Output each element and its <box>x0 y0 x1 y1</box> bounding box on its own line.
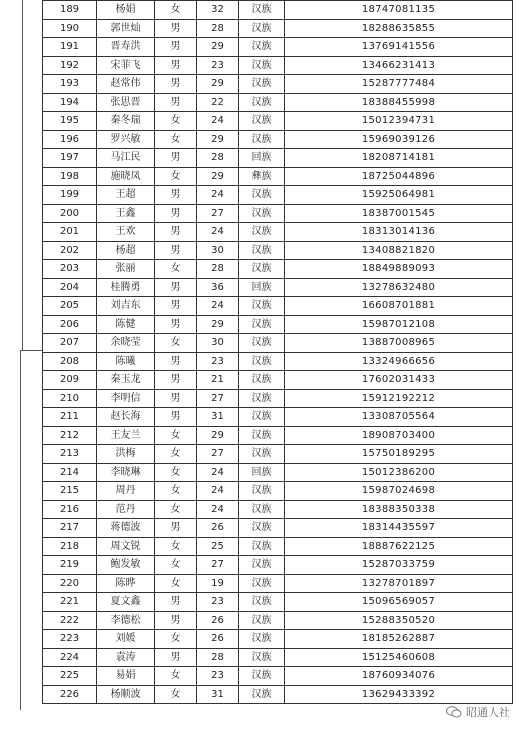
ethnicity-cell: 彝族 <box>239 167 285 186</box>
gender-cell: 男 <box>155 315 197 334</box>
table-row <box>43 667 513 686</box>
table-row <box>43 611 513 630</box>
name-cell: 王鑫 <box>97 204 155 223</box>
gender-cell: 男 <box>155 611 197 630</box>
row-number: 207 <box>43 334 97 353</box>
gender-cell: 男 <box>155 75 197 94</box>
phone-cell: 13466231413 <box>285 56 513 75</box>
row-number: 191 <box>43 38 97 57</box>
name-cell: 鲍发敏 <box>97 556 155 575</box>
name-cell: 郭世灿 <box>97 19 155 38</box>
age-cell: 30 <box>197 241 239 260</box>
age-cell: 23 <box>197 56 239 75</box>
gender-cell: 女 <box>155 500 197 519</box>
ethnicity-cell: 汉族 <box>239 482 285 501</box>
phone-cell: 16608701881 <box>285 297 513 316</box>
age-cell: 28 <box>197 149 239 168</box>
name-cell: 周文锐 <box>97 537 155 556</box>
row-number: 208 <box>43 352 97 371</box>
gender-cell: 女 <box>155 445 197 464</box>
gender-cell: 女 <box>155 574 197 593</box>
phone-cell: 18387001545 <box>285 204 513 223</box>
phone-cell: 15750189295 <box>285 445 513 464</box>
age-cell: 28 <box>197 260 239 279</box>
name-cell: 陈曦 <box>97 352 155 371</box>
name-cell: 施晓凤 <box>97 167 155 186</box>
age-cell: 36 <box>197 278 239 297</box>
age-cell: 24 <box>197 500 239 519</box>
name-cell: 范丹 <box>97 500 155 519</box>
name-cell: 余晓莹 <box>97 334 155 353</box>
table-row <box>43 241 513 260</box>
name-cell: 易娟 <box>97 667 155 686</box>
ethnicity-cell: 汉族 <box>239 112 285 131</box>
phone-cell: 15012394731 <box>285 112 513 131</box>
phone-cell: 18388350338 <box>285 500 513 519</box>
row-number: 209 <box>43 371 97 390</box>
ethnicity-cell: 汉族 <box>239 574 285 593</box>
ethnicity-cell: 汉族 <box>239 334 285 353</box>
row-number: 198 <box>43 167 97 186</box>
row-number: 211 <box>43 408 97 427</box>
row-number: 195 <box>43 112 97 131</box>
row-number: 193 <box>43 75 97 94</box>
section-divider <box>20 350 42 351</box>
age-cell: 28 <box>197 19 239 38</box>
age-cell: 29 <box>197 38 239 57</box>
age-cell: 23 <box>197 593 239 612</box>
ethnicity-cell: 汉族 <box>239 648 285 667</box>
table-row <box>43 75 513 94</box>
phone-cell: 13324966656 <box>285 352 513 371</box>
gender-cell: 女 <box>155 685 197 704</box>
ethnicity-cell: 汉族 <box>239 56 285 75</box>
table-row <box>43 426 513 445</box>
name-cell: 赵长海 <box>97 408 155 427</box>
table-row <box>43 389 513 408</box>
row-number: 216 <box>43 500 97 519</box>
gender-cell: 女 <box>155 1 197 20</box>
phone-cell: 15287777484 <box>285 75 513 94</box>
name-cell: 李晓琳 <box>97 463 155 482</box>
age-cell: 23 <box>197 667 239 686</box>
gender-cell: 女 <box>155 667 197 686</box>
phone-cell: 15969039126 <box>285 130 513 149</box>
ethnicity-cell: 汉族 <box>239 611 285 630</box>
table-row <box>43 593 513 612</box>
row-number: 212 <box>43 426 97 445</box>
ethnicity-cell: 汉族 <box>239 241 285 260</box>
gender-cell: 男 <box>155 204 197 223</box>
age-cell: 27 <box>197 556 239 575</box>
row-number: 202 <box>43 241 97 260</box>
gender-cell: 女 <box>155 167 197 186</box>
phone-cell: 18313014136 <box>285 223 513 242</box>
age-cell: 26 <box>197 611 239 630</box>
name-cell: 张丽 <box>97 260 155 279</box>
table-row <box>43 408 513 427</box>
gender-cell: 男 <box>155 519 197 538</box>
table-row <box>43 315 513 334</box>
table-row <box>43 130 513 149</box>
gender-cell: 女 <box>155 426 197 445</box>
age-cell: 23 <box>197 352 239 371</box>
phone-cell: 18208714181 <box>285 149 513 168</box>
gender-cell: 女 <box>155 334 197 353</box>
age-cell: 25 <box>197 537 239 556</box>
phone-cell: 13408821820 <box>285 241 513 260</box>
ethnicity-cell: 汉族 <box>239 1 285 20</box>
age-cell: 31 <box>197 408 239 427</box>
row-number: 214 <box>43 463 97 482</box>
table-row <box>43 371 513 390</box>
ethnicity-cell: 汉族 <box>239 186 285 205</box>
gender-cell: 女 <box>155 630 197 649</box>
ethnicity-cell: 汉族 <box>239 445 285 464</box>
row-number: 204 <box>43 278 97 297</box>
gender-cell: 男 <box>155 241 197 260</box>
age-cell: 27 <box>197 445 239 464</box>
phone-cell: 15912192212 <box>285 389 513 408</box>
phone-cell: 13278632480 <box>285 278 513 297</box>
table-row <box>43 56 513 75</box>
name-cell: 陈晔 <box>97 574 155 593</box>
gender-cell: 男 <box>155 352 197 371</box>
row-number: 222 <box>43 611 97 630</box>
phone-cell: 13308705564 <box>285 408 513 427</box>
table-row <box>43 445 513 464</box>
age-cell: 19 <box>197 574 239 593</box>
row-number: 215 <box>43 482 97 501</box>
gender-cell: 男 <box>155 593 197 612</box>
name-cell: 蒋德波 <box>97 519 155 538</box>
ethnicity-cell: 汉族 <box>239 593 285 612</box>
ethnicity-cell: 汉族 <box>239 371 285 390</box>
gender-cell: 男 <box>155 648 197 667</box>
age-cell: 24 <box>197 112 239 131</box>
name-cell: 宋菲飞 <box>97 56 155 75</box>
name-cell: 周丹 <box>97 482 155 501</box>
age-cell: 26 <box>197 519 239 538</box>
ethnicity-cell: 汉族 <box>239 297 285 316</box>
age-cell: 21 <box>197 371 239 390</box>
phone-cell: 18747081135 <box>285 1 513 20</box>
gender-cell: 男 <box>155 56 197 75</box>
row-number: 200 <box>43 204 97 223</box>
table-row <box>43 537 513 556</box>
ethnicity-cell: 汉族 <box>239 519 285 538</box>
phone-cell: 18849889093 <box>285 260 513 279</box>
row-number: 221 <box>43 593 97 612</box>
row-number: 190 <box>43 19 97 38</box>
age-cell: 32 <box>197 1 239 20</box>
name-cell: 马江民 <box>97 149 155 168</box>
gender-cell: 女 <box>155 112 197 131</box>
ethnicity-cell: 汉族 <box>239 556 285 575</box>
row-number: 226 <box>43 685 97 704</box>
table-row <box>43 463 513 482</box>
name-cell: 秦玉龙 <box>97 371 155 390</box>
phone-cell: 15287033759 <box>285 556 513 575</box>
phone-cell: 13769141556 <box>285 38 513 57</box>
age-cell: 29 <box>197 130 239 149</box>
table-row <box>43 1 513 20</box>
row-number: 213 <box>43 445 97 464</box>
name-cell: 赵常伟 <box>97 75 155 94</box>
name-cell: 刘媛 <box>97 630 155 649</box>
ethnicity-cell: 汉族 <box>239 260 285 279</box>
table-row <box>43 112 513 131</box>
table-row <box>43 19 513 38</box>
gender-cell: 女 <box>155 130 197 149</box>
table-row <box>43 500 513 519</box>
gender-cell: 女 <box>155 537 197 556</box>
table-row <box>43 334 513 353</box>
age-cell: 24 <box>197 297 239 316</box>
ethnicity-cell: 汉族 <box>239 426 285 445</box>
phone-cell: 18908703400 <box>285 426 513 445</box>
gender-cell: 女 <box>155 260 197 279</box>
phone-cell: 15925064981 <box>285 186 513 205</box>
name-cell: 洪梅 <box>97 445 155 464</box>
age-cell: 24 <box>197 223 239 242</box>
gender-cell: 男 <box>155 278 197 297</box>
gender-cell: 男 <box>155 93 197 112</box>
table-row <box>43 167 513 186</box>
ethnicity-cell: 汉族 <box>239 75 285 94</box>
gender-cell: 女 <box>155 463 197 482</box>
row-number: 201 <box>43 223 97 242</box>
table-row <box>43 260 513 279</box>
name-cell: 陈健 <box>97 315 155 334</box>
table-row <box>43 223 513 242</box>
name-cell: 桂腾勇 <box>97 278 155 297</box>
name-cell: 晋寿洪 <box>97 38 155 57</box>
gender-cell: 男 <box>155 223 197 242</box>
age-cell: 29 <box>197 426 239 445</box>
name-cell: 张思晋 <box>97 93 155 112</box>
table-row <box>43 556 513 575</box>
gender-cell: 女 <box>155 556 197 575</box>
row-number: 223 <box>43 630 97 649</box>
phone-cell: 15288350520 <box>285 611 513 630</box>
table-row <box>43 574 513 593</box>
age-cell: 26 <box>197 630 239 649</box>
phone-cell: 15012386200 <box>285 463 513 482</box>
age-cell: 29 <box>197 75 239 94</box>
ethnicity-cell: 汉族 <box>239 685 285 704</box>
phone-cell: 18725044896 <box>285 167 513 186</box>
age-cell: 31 <box>197 685 239 704</box>
ethnicity-cell: 汉族 <box>239 223 285 242</box>
name-cell: 王友兰 <box>97 426 155 445</box>
table-row <box>43 352 513 371</box>
gender-cell: 男 <box>155 38 197 57</box>
ethnicity-cell: 回族 <box>239 463 285 482</box>
row-number: 225 <box>43 667 97 686</box>
name-cell: 刘吉东 <box>97 297 155 316</box>
name-cell: 李德松 <box>97 611 155 630</box>
table-row <box>43 685 513 704</box>
table-row <box>43 297 513 316</box>
table-row <box>43 482 513 501</box>
ethnicity-cell: 汉族 <box>239 93 285 112</box>
name-cell: 秦冬瑞 <box>97 112 155 131</box>
row-number: 205 <box>43 297 97 316</box>
phone-cell: 15125460608 <box>285 648 513 667</box>
ethnicity-cell: 回族 <box>239 278 285 297</box>
ethnicity-cell: 回族 <box>239 149 285 168</box>
age-cell: 30 <box>197 334 239 353</box>
name-cell: 杨顺波 <box>97 685 155 704</box>
watermark-text: 昭通人社 <box>466 706 510 719</box>
watermark <box>444 704 512 720</box>
ethnicity-cell: 汉族 <box>239 315 285 334</box>
phone-cell: 18760934076 <box>285 667 513 686</box>
gender-cell: 男 <box>155 149 197 168</box>
ethnicity-cell: 汉族 <box>239 19 285 38</box>
age-cell: 28 <box>197 648 239 667</box>
name-cell: 杨娟 <box>97 1 155 20</box>
row-number: 219 <box>43 556 97 575</box>
ethnicity-cell: 汉族 <box>239 630 285 649</box>
row-number: 217 <box>43 519 97 538</box>
gender-cell: 男 <box>155 19 197 38</box>
ethnicity-cell: 汉族 <box>239 389 285 408</box>
age-cell: 27 <box>197 204 239 223</box>
ethnicity-cell: 汉族 <box>239 667 285 686</box>
table-row <box>43 519 513 538</box>
gender-cell: 男 <box>155 408 197 427</box>
row-number: 210 <box>43 389 97 408</box>
name-cell: 王超 <box>97 186 155 205</box>
ethnicity-cell: 汉族 <box>239 38 285 57</box>
age-cell: 27 <box>197 389 239 408</box>
phone-cell: 18314435597 <box>285 519 513 538</box>
gender-cell: 男 <box>155 371 197 390</box>
ethnicity-cell: 汉族 <box>239 130 285 149</box>
table-row <box>43 38 513 57</box>
row-number: 218 <box>43 537 97 556</box>
name-cell: 王欢 <box>97 223 155 242</box>
name-cell: 罗兴敏 <box>97 130 155 149</box>
phone-cell: 17602031433 <box>285 371 513 390</box>
phone-cell: 18288635855 <box>285 19 513 38</box>
row-number: 203 <box>43 260 97 279</box>
row-number: 192 <box>43 56 97 75</box>
row-number: 197 <box>43 149 97 168</box>
gender-cell: 男 <box>155 297 197 316</box>
phone-cell: 18887622125 <box>285 537 513 556</box>
left-border-line <box>22 0 23 350</box>
table-body <box>43 1 513 704</box>
phone-cell: 13278701897 <box>285 574 513 593</box>
table-row <box>43 630 513 649</box>
age-cell: 29 <box>197 315 239 334</box>
row-number: 194 <box>43 93 97 112</box>
row-number: 224 <box>43 648 97 667</box>
ethnicity-cell: 汉族 <box>239 408 285 427</box>
ethnicity-cell: 汉族 <box>239 500 285 519</box>
age-cell: 24 <box>197 482 239 501</box>
name-cell: 夏文鑫 <box>97 593 155 612</box>
age-cell: 24 <box>197 463 239 482</box>
age-cell: 29 <box>197 167 239 186</box>
phone-cell: 13629433392 <box>285 685 513 704</box>
phone-cell: 15096569057 <box>285 593 513 612</box>
gender-cell: 男 <box>155 186 197 205</box>
phone-cell: 13887008965 <box>285 334 513 353</box>
age-cell: 22 <box>197 93 239 112</box>
table-row <box>43 204 513 223</box>
table-row <box>43 648 513 667</box>
row-number: 196 <box>43 130 97 149</box>
phone-cell: 15987024698 <box>285 482 513 501</box>
row-number: 220 <box>43 574 97 593</box>
gender-cell: 女 <box>155 482 197 501</box>
ethnicity-cell: 汉族 <box>239 352 285 371</box>
name-cell: 杨超 <box>97 241 155 260</box>
name-cell: 李明信 <box>97 389 155 408</box>
row-number: 189 <box>43 1 97 20</box>
table-row <box>43 278 513 297</box>
name-cell: 袁涛 <box>97 648 155 667</box>
phone-cell: 18388455998 <box>285 93 513 112</box>
gender-cell: 男 <box>155 389 197 408</box>
ethnicity-cell: 汉族 <box>239 204 285 223</box>
registration-table <box>42 0 513 704</box>
phone-cell: 18185262887 <box>285 630 513 649</box>
row-number: 199 <box>43 186 97 205</box>
ethnicity-cell: 汉族 <box>239 537 285 556</box>
row-number: 206 <box>43 315 97 334</box>
left-border-line-lower <box>20 350 21 710</box>
wechat-icon <box>446 706 462 718</box>
table-row <box>43 186 513 205</box>
phone-cell: 15987012108 <box>285 315 513 334</box>
table-row <box>43 149 513 168</box>
age-cell: 24 <box>197 186 239 205</box>
table-row <box>43 93 513 112</box>
